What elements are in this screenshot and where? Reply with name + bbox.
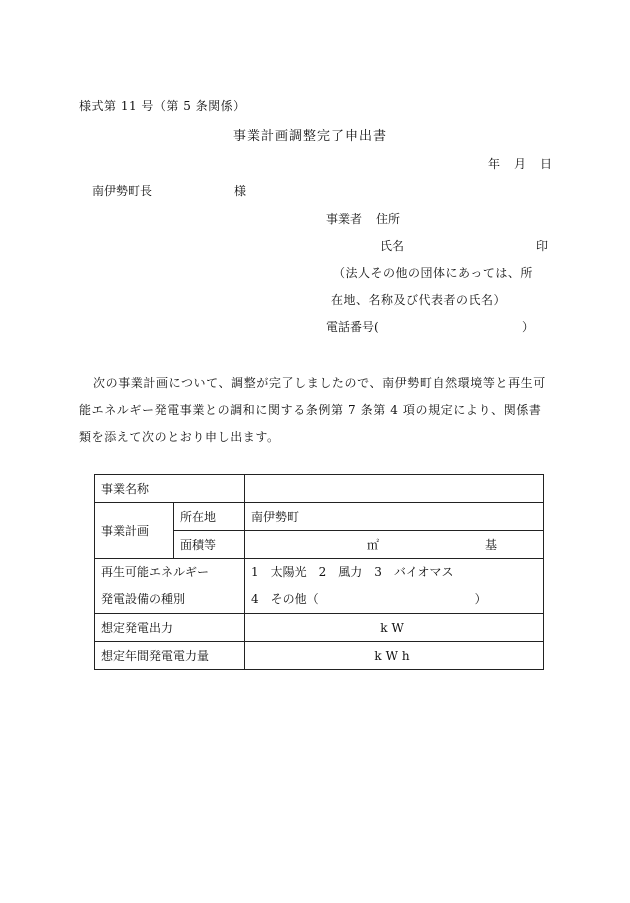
table-row [95, 503, 544, 531]
project-info-table [94, 474, 544, 670]
output-label: 想定発電出力 [95, 614, 245, 642]
addressee-honorific: 様 [234, 184, 247, 198]
equipment-type-options [245, 559, 544, 614]
project-name-label: 事業名称 [95, 475, 245, 503]
name-label: 氏名 [380, 239, 405, 253]
phone-label: 電話番号( [326, 320, 379, 334]
seal-mark: 印 [535, 239, 548, 253]
count-unit: 基 [484, 538, 497, 552]
addressee-name: 南伊勢町長 [92, 184, 153, 198]
document-title: 事業計画調整完了申出書 [232, 129, 387, 144]
area-label: 面積等 [174, 531, 245, 559]
applicant-label: 事業者 [326, 212, 363, 226]
address-label: 住所 [376, 212, 401, 226]
addressee-line [92, 183, 246, 199]
corporate-note-line-2: 在地、名称及び代表者の氏名） [331, 293, 507, 307]
corporate-note-line-1: （法人その他の団体にあっては、所 [333, 266, 533, 280]
project-name-value [245, 475, 544, 503]
location-value: 南伊勢町 [245, 503, 544, 531]
equipment-type-options-line-2: 4 その他（ ） [251, 592, 487, 606]
equipment-type-label-line-1: 再生可能エネルギー [101, 565, 210, 579]
annual-generation-label: 想定年間発電電力量 [95, 642, 245, 670]
location-label: 所在地 [174, 503, 245, 531]
applicant-address-line [326, 211, 400, 227]
annual-generation-unit: kWh [245, 642, 544, 670]
phone-close-paren: ） [522, 320, 535, 334]
area-unit: ㎡ [367, 538, 380, 552]
table-row [95, 559, 544, 614]
date-month-label: 月 [513, 157, 526, 171]
equipment-type-options-line-1: 1 太陽光 2 風力 3 バイオマス [251, 565, 454, 579]
body-paragraph: 次の事業計画について、調整が完了しましたので、南伊勢町自然環境等と再生可能エネルギー発電事業との調和に関する条例第 7 条第 4 項の規定により、関係書類を添えて次のとおり申し出ます。 [79, 376, 546, 444]
table-row [95, 614, 544, 642]
equipment-type-label [95, 559, 245, 614]
equipment-type-label-line-2: 発電設備の種別 [101, 592, 186, 606]
date-line [474, 156, 552, 172]
date-day-label: 日 [539, 157, 552, 171]
table-row [95, 475, 544, 503]
form-number: 様式第 11 号（第 5 条関係） [79, 99, 246, 113]
area-value [245, 531, 544, 559]
date-year-label: 年 [487, 157, 500, 171]
output-unit: kW [245, 614, 544, 642]
project-plan-label: 事業計画 [95, 503, 174, 559]
table-row [95, 642, 544, 670]
